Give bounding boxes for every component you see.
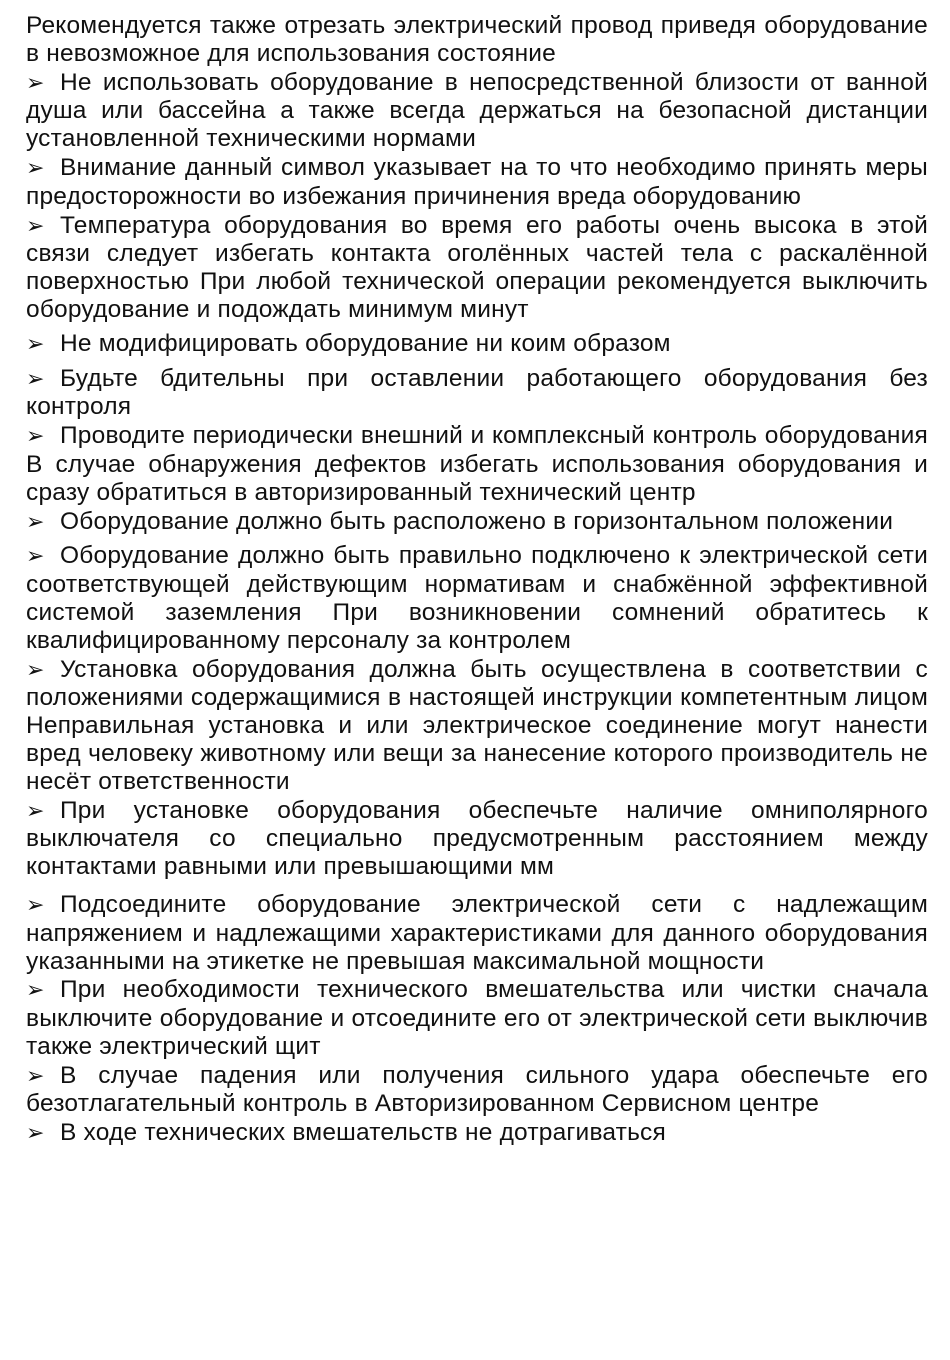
bullet-text: Будьте бдительны при оставлении работающего оборудования без контроля <box>26 364 928 421</box>
arrow-bullet-icon: ➢ <box>26 155 45 181</box>
bullet-item <box>26 976 928 1060</box>
bullet-item <box>26 1062 928 1119</box>
paragraph-text: Рекомендуется также отрезать электрический провод приведя оборудование в невозможное для использования состояние <box>26 12 928 67</box>
bullet-item <box>26 797 928 881</box>
bullet-item <box>26 365 928 422</box>
bullet-item <box>26 154 928 211</box>
bullet-text: Подсоедините оборудование электрической сети с надлежащим напряжением и надлежащими характеристиками для данного оборудования указанными на этикетке не превышая максимальной мощности <box>26 890 928 975</box>
arrow-bullet-icon: ➢ <box>26 1063 45 1089</box>
bullet-item <box>26 542 928 654</box>
arrow-bullet-icon: ➢ <box>26 70 45 96</box>
arrow-bullet-icon: ➢ <box>26 978 45 1004</box>
arrow-bullet-icon: ➢ <box>26 366 45 392</box>
paragraph-1 <box>26 12 928 68</box>
bullet-item <box>26 212 928 324</box>
document-page <box>26 12 928 1149</box>
bullet-item <box>26 1119 928 1148</box>
arrow-bullet-icon: ➢ <box>26 331 45 357</box>
bullet-text: Проводите периодически внешний и комплексный контроль оборудования В случае обнаружения дефектов избегать использования оборудования и сразу обратиться в авторизированный технический центр <box>26 422 928 506</box>
bullet-text: При установке оборудования обеспечьте наличие омниполярного выключателя со специально предусмотренным расстоянием между контактами равными или превышающими мм <box>26 796 928 881</box>
arrow-bullet-icon: ➢ <box>26 213 45 239</box>
bullet-item <box>26 508 928 537</box>
bullet-item <box>26 656 928 796</box>
bullet-text: В случае падения или получения сильного удара обеспечьте его безотлагательный контроль в Авторизированном Сервисном центре <box>26 1061 928 1118</box>
arrow-bullet-icon: ➢ <box>26 424 45 450</box>
arrow-bullet-icon: ➢ <box>26 509 45 535</box>
bullet-text: В ходе технических вмешательств не дотрагиваться <box>60 1119 666 1147</box>
arrow-bullet-icon: ➢ <box>26 657 45 683</box>
bullet-text: Оборудование должно быть правильно подключено к электрической сети соответствующей действующим нормативам и снабжённой эффективной системой заземления При возникновении сомнений обратитесь к квалифицированному персоналу за контролем <box>26 542 928 654</box>
arrow-bullet-icon: ➢ <box>26 1121 45 1147</box>
arrow-bullet-icon: ➢ <box>26 798 45 824</box>
arrow-bullet-icon: ➢ <box>26 544 45 570</box>
bullet-text: Температура оборудования во время его работы очень высока в этой связи следует избегать контакта оголённых частей тела с раскалённой поверхностью При любой технической операции рекомендуется выключить оборудование и подождать минимум минут <box>26 211 928 323</box>
bullet-text: Оборудование должно быть расположено в горизонтальном положении <box>60 507 894 535</box>
bullet-text: Внимание данный символ указывает на то что необходимо принять меры предосторожности во избежания причинения вреда оборудованию <box>26 153 928 210</box>
arrow-bullet-icon: ➢ <box>26 892 45 918</box>
bullet-text: Не использовать оборудование в непосредственной близости от ванной душа или бассейна а также всегда держаться на безопасной дистанции установленной техническими нормами <box>26 68 928 153</box>
bullet-item <box>26 422 928 506</box>
bullet-item <box>26 69 928 153</box>
bullet-text: Не модифицировать оборудование ни коим образом <box>60 329 671 357</box>
bullet-text: Установка оборудования должна быть осуществлена в соответствии с положениями содержащимися в настоящей инструкции компетентным лицом Неправильная установка и или электрическое соединение могут нанести вред человеку животному или вещи за нанесение которого производитель не несёт ответственности <box>26 655 928 795</box>
bullet-item <box>26 891 928 975</box>
bullet-item <box>26 330 928 359</box>
bullet-text: При необходимости технического вмешательства или чистки сначала выключите оборудование и отсоедините его от электрической сети выключив также электрический щит <box>26 976 928 1060</box>
